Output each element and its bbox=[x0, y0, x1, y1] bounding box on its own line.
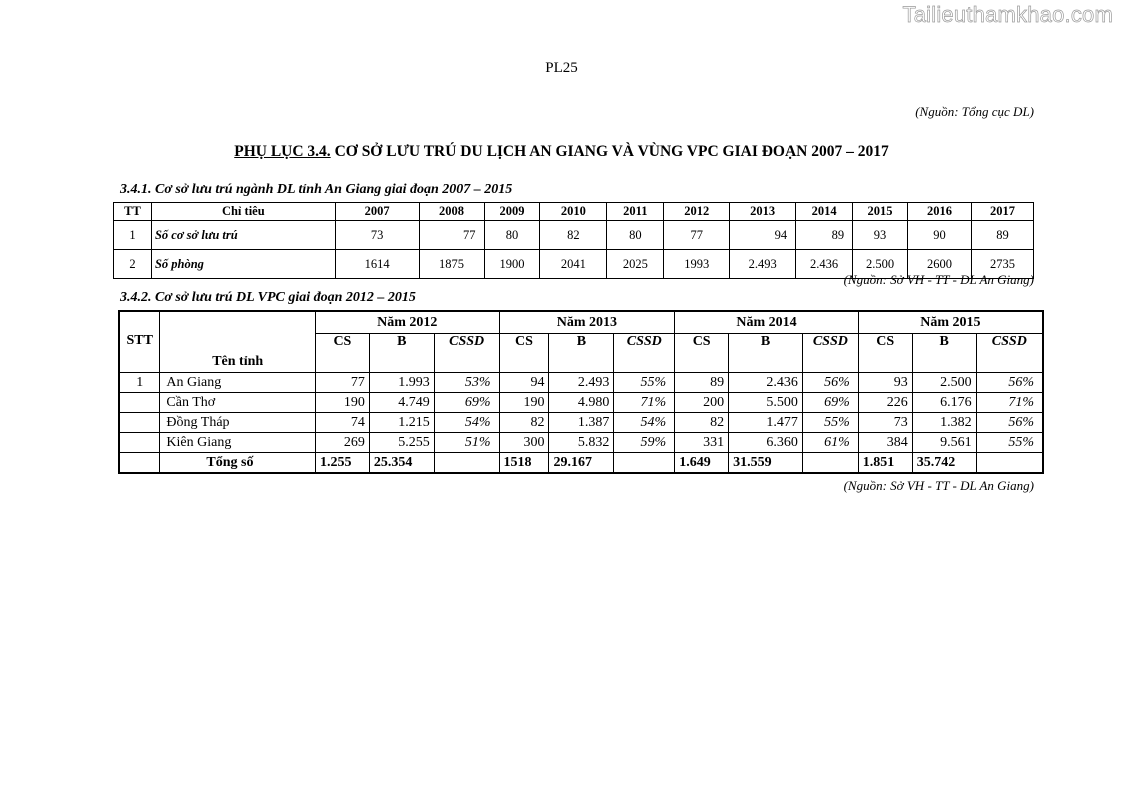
header-cell: 2007 bbox=[335, 203, 419, 221]
value-cell: 2.493 bbox=[549, 373, 614, 393]
table-header-row bbox=[114, 203, 1034, 221]
header-cssd: CSSD bbox=[976, 334, 1043, 373]
province-cell: Đồng Tháp bbox=[160, 413, 316, 433]
header-cell: 2017 bbox=[971, 203, 1033, 221]
table-cell: 90 bbox=[908, 221, 972, 250]
value-cell: 1.382 bbox=[912, 413, 976, 433]
header-year: Năm 2012 bbox=[315, 311, 499, 334]
total-cell: 1.255 bbox=[315, 453, 369, 474]
table-row bbox=[119, 433, 1043, 453]
cssd-cell: 51% bbox=[434, 433, 499, 453]
table-cell: 1 bbox=[114, 221, 152, 250]
table-cell: 1614 bbox=[335, 250, 419, 279]
table-cell: 1900 bbox=[484, 250, 540, 279]
cssd-cell: 71% bbox=[976, 393, 1043, 413]
total-cell: 25.354 bbox=[369, 453, 434, 474]
table-cell: Số phòng bbox=[151, 250, 335, 279]
province-cell: Kiên Giang bbox=[160, 433, 316, 453]
table-cell: 1875 bbox=[419, 250, 484, 279]
header-b: B bbox=[729, 334, 803, 373]
table-row bbox=[119, 413, 1043, 433]
table-cell: 73 bbox=[335, 221, 419, 250]
header-year: Năm 2013 bbox=[499, 311, 675, 334]
table-row bbox=[119, 373, 1043, 393]
total-cell: 31.559 bbox=[729, 453, 803, 474]
cssd-cell: 54% bbox=[434, 413, 499, 433]
page-number: PL25 bbox=[545, 60, 578, 76]
total-cell bbox=[434, 453, 499, 474]
header-b: B bbox=[912, 334, 976, 373]
cssd-cell: 56% bbox=[976, 373, 1043, 393]
header-cs: CS bbox=[675, 334, 729, 373]
total-cell bbox=[802, 453, 858, 474]
year-header-row bbox=[119, 311, 1043, 334]
total-cell bbox=[976, 453, 1043, 474]
value-cell: 94 bbox=[499, 373, 549, 393]
value-cell: 6.360 bbox=[729, 433, 803, 453]
value-cell: 93 bbox=[858, 373, 912, 393]
header-cell: 2012 bbox=[664, 203, 730, 221]
total-label: Tổng số bbox=[160, 453, 316, 474]
stt-cell bbox=[119, 453, 160, 474]
value-cell: 5.832 bbox=[549, 433, 614, 453]
cssd-cell: 61% bbox=[802, 433, 858, 453]
value-cell: 89 bbox=[675, 373, 729, 393]
value-cell: 1.477 bbox=[729, 413, 803, 433]
table-cell: 89 bbox=[971, 221, 1033, 250]
value-cell: 2.500 bbox=[912, 373, 976, 393]
appendix-title bbox=[0, 143, 1123, 161]
header-cell: 2011 bbox=[607, 203, 664, 221]
table-cell: 93 bbox=[853, 221, 908, 250]
cssd-cell: 55% bbox=[614, 373, 675, 393]
value-cell: 82 bbox=[675, 413, 729, 433]
table-cell: 80 bbox=[607, 221, 664, 250]
cssd-cell: 56% bbox=[976, 413, 1043, 433]
source-note-2: (Nguồn: Sở VH - TT - DL An Giang) bbox=[843, 478, 1034, 493]
section-heading-1: 3.4.1. Cơ sở lưu trú ngành DL tỉnh An Giang giai đoạn 2007 – 2015 bbox=[120, 182, 513, 197]
cssd-cell: 71% bbox=[614, 393, 675, 413]
header-stt: STT bbox=[119, 311, 160, 373]
value-cell: 74 bbox=[315, 413, 369, 433]
header-province: Tên tỉnh bbox=[160, 311, 316, 373]
total-cell: 29.167 bbox=[549, 453, 614, 474]
value-cell: 4.980 bbox=[549, 393, 614, 413]
source-note-top: (Nguồn: Tổng cục DL) bbox=[915, 104, 1034, 119]
header-cssd: CSSD bbox=[802, 334, 858, 373]
table-row bbox=[119, 393, 1043, 413]
total-cell: 1.649 bbox=[675, 453, 729, 474]
header-cssd: CSSD bbox=[434, 334, 499, 373]
header-cell: 2008 bbox=[419, 203, 484, 221]
stt-cell bbox=[119, 433, 160, 453]
total-cell: 1.851 bbox=[858, 453, 912, 474]
table-accommodation-vpc bbox=[118, 310, 1044, 474]
table-cell: 2041 bbox=[540, 250, 607, 279]
cssd-cell: 53% bbox=[434, 373, 499, 393]
table-cell: 80 bbox=[484, 221, 540, 250]
table-cell: 89 bbox=[796, 221, 853, 250]
value-cell: 2.436 bbox=[729, 373, 803, 393]
cssd-cell: 56% bbox=[802, 373, 858, 393]
value-cell: 4.749 bbox=[369, 393, 434, 413]
cssd-cell: 55% bbox=[802, 413, 858, 433]
table-body bbox=[119, 373, 1043, 474]
header-cell: 2009 bbox=[484, 203, 540, 221]
header-year: Năm 2015 bbox=[858, 311, 1043, 334]
stt-cell bbox=[119, 393, 160, 413]
value-cell: 77 bbox=[315, 373, 369, 393]
table-cell: 2600 bbox=[908, 250, 972, 279]
value-cell: 226 bbox=[858, 393, 912, 413]
header-cell: 2015 bbox=[853, 203, 908, 221]
header-cell: 2016 bbox=[908, 203, 972, 221]
header-cssd: CSSD bbox=[614, 334, 675, 373]
value-cell: 1.387 bbox=[549, 413, 614, 433]
total-cell: 1518 bbox=[499, 453, 549, 474]
value-cell: 73 bbox=[858, 413, 912, 433]
value-cell: 9.561 bbox=[912, 433, 976, 453]
total-row bbox=[119, 453, 1043, 474]
header-cell: 2014 bbox=[796, 203, 853, 221]
table-cell: 2735 bbox=[971, 250, 1033, 279]
appendix-title-text: CƠ SỞ LƯU TRÚ DU LỊCH AN GIANG VÀ VÙNG VPC GIAI ĐOẠN 2007 – 2017 bbox=[330, 143, 889, 160]
value-cell: 5.255 bbox=[369, 433, 434, 453]
header-b: B bbox=[549, 334, 614, 373]
cssd-cell: 55% bbox=[976, 433, 1043, 453]
table-cell: 1993 bbox=[664, 250, 730, 279]
province-cell: Cần Thơ bbox=[160, 393, 316, 413]
value-cell: 384 bbox=[858, 433, 912, 453]
value-cell: 190 bbox=[315, 393, 369, 413]
stt-cell: 1 bbox=[119, 373, 160, 393]
header-cell: 2013 bbox=[730, 203, 796, 221]
source-note-1: (Nguồn: Sở VH - TT - DL An Giang) bbox=[843, 272, 1034, 287]
table-cell: 2.436 bbox=[796, 250, 853, 279]
header-cell: 2010 bbox=[540, 203, 607, 221]
table-cell: Số cơ sở lưu trú bbox=[151, 221, 335, 250]
value-cell: 1.993 bbox=[369, 373, 434, 393]
total-cell: 35.742 bbox=[912, 453, 976, 474]
value-cell: 200 bbox=[675, 393, 729, 413]
value-cell: 269 bbox=[315, 433, 369, 453]
value-cell: 82 bbox=[499, 413, 549, 433]
province-cell: An Giang bbox=[160, 373, 316, 393]
table-cell: 2.500 bbox=[853, 250, 908, 279]
value-cell: 5.500 bbox=[729, 393, 803, 413]
value-cell: 6.176 bbox=[912, 393, 976, 413]
header-cs: CS bbox=[315, 334, 369, 373]
table-cell: 2025 bbox=[607, 250, 664, 279]
header-year: Năm 2014 bbox=[675, 311, 859, 334]
value-cell: 1.215 bbox=[369, 413, 434, 433]
cssd-cell: 59% bbox=[614, 433, 675, 453]
total-cell bbox=[614, 453, 675, 474]
value-cell: 190 bbox=[499, 393, 549, 413]
table-accommodation-an-giang bbox=[113, 202, 1034, 279]
watermark: Tailieuthamkhao.com bbox=[902, 2, 1113, 27]
table-cell: 77 bbox=[419, 221, 484, 250]
value-cell: 331 bbox=[675, 433, 729, 453]
table-cell: 82 bbox=[540, 221, 607, 250]
cssd-cell: 69% bbox=[802, 393, 858, 413]
table-row bbox=[114, 221, 1034, 250]
section-heading-2: 3.4.2. Cơ sở lưu trú DL VPC giai đoạn 2012 – 2015 bbox=[120, 290, 416, 305]
value-cell: 300 bbox=[499, 433, 549, 453]
table-cell: 94 bbox=[730, 221, 796, 250]
table-cell: 2 bbox=[114, 250, 152, 279]
cssd-cell: 69% bbox=[434, 393, 499, 413]
header-cs: CS bbox=[499, 334, 549, 373]
cssd-cell: 54% bbox=[614, 413, 675, 433]
table-cell: 77 bbox=[664, 221, 730, 250]
appendix-title-prefix: PHỤ LỤC 3.4. bbox=[234, 143, 331, 160]
header-b: B bbox=[369, 334, 434, 373]
stt-cell bbox=[119, 413, 160, 433]
header-cell: TT bbox=[114, 203, 152, 221]
header-cs: CS bbox=[858, 334, 912, 373]
header-cell: Chỉ tiêu bbox=[151, 203, 335, 221]
table-cell: 2.493 bbox=[730, 250, 796, 279]
